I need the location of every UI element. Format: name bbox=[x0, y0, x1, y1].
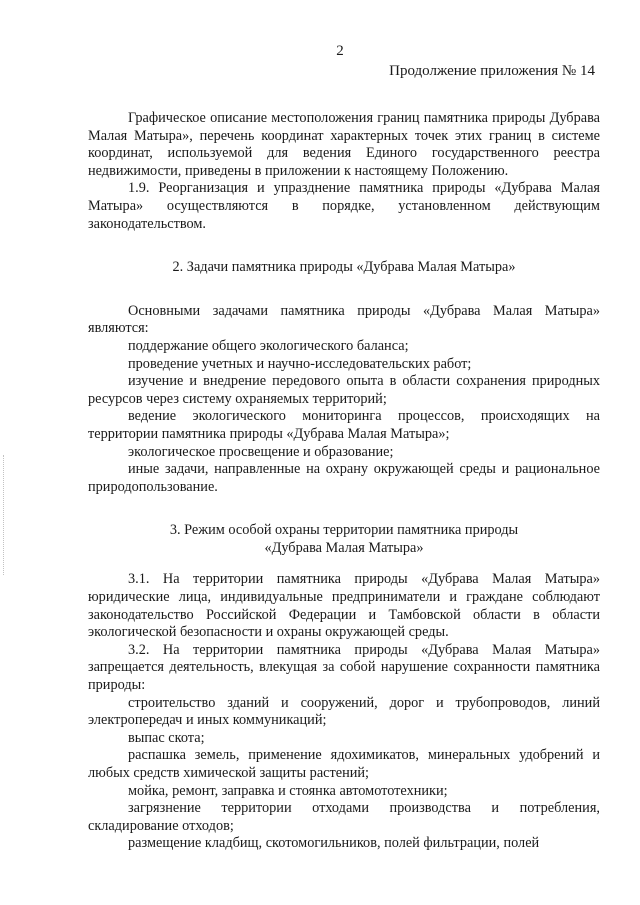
list-item: экологическое просвещение и образование; bbox=[128, 443, 394, 460]
margin-stamp bbox=[3, 455, 10, 575]
section-3-heading-line-2: «Дубрава Малая Матыра» bbox=[264, 539, 424, 556]
list-item: проведение учетных и научно-исследовательских работ; bbox=[128, 355, 472, 372]
paragraph-3-1: 3.1. На территории памятника природы «Дубрава Малая Матыра» юридические лица, индивидуальные предприниматели и граждане соблюдают законодательство Российской Федерации и Тамбовской области в области экологической безопасности и охраны окружающей среды. bbox=[88, 571, 600, 641]
appendix-continuation-label: Продолжение приложения № 14 bbox=[389, 63, 595, 79]
list-item: ведение экологического мониторинга процессов, происходящих на территории памятника природы «Дубрава Малая Матыра»; bbox=[88, 408, 600, 442]
list-item: иные задачи, направленные на охрану окружающей среды и рациональное природопользование. bbox=[88, 461, 600, 495]
page-number: 2 bbox=[336, 43, 344, 59]
document-body bbox=[88, 110, 600, 853]
list-item: загрязнение территории отходами производства и потребления, складирование отходов; bbox=[88, 800, 600, 834]
section-3-heading-line-1: 3. Режим особой охраны территории памятника природы bbox=[169, 522, 519, 539]
paragraph-1-9: 1.9. Реорганизация и упразднение памятника природы «Дубрава Малая Матыра» осуществляются в порядке, установленном действующим законодательством. bbox=[88, 180, 600, 232]
list-item: изучение и внедрение передового опыта в области сохранения природных ресурсов через систему охраняемых территорий; bbox=[88, 373, 600, 407]
list-item: строительство зданий и сооружений, дорог и трубопроводов, линий электропередач и иных коммуникаций; bbox=[88, 694, 600, 729]
list-item: поддержание общего экологического баланса; bbox=[128, 337, 409, 354]
section-2-heading: 2. Задачи памятника природы «Дубрава Малая Матыра» bbox=[172, 259, 516, 276]
list-item: размещение кладбищ, скотомогильников, полей фильтрации, полей bbox=[128, 835, 540, 852]
list-item: распашка земель, применение ядохимикатов, минеральных удобрений и любых средств химической защиты растений; bbox=[88, 747, 600, 781]
list-item: выпас скота; bbox=[128, 729, 205, 746]
paragraph-boundaries-description: Графическое описание местоположения границ памятника природы Дубрава Малая Матыра», перечень координат характерных точек этих границ в системе координат, используемой для ведения Единого государственного реестра недвижимости, приведены в приложении к настоящему Положению. bbox=[88, 110, 600, 179]
section-2-intro: Основными задачами памятника природы «Дубрава Малая Матыра» являются: bbox=[88, 302, 600, 337]
paragraph-3-2: 3.2. На территории памятника природы «Дубрава Малая Матыра» запрещается деятельность, влекущая за собой нарушение сохранности памятника природы: bbox=[88, 641, 600, 694]
list-item: мойка, ремонт, заправка и стоянка автомототехники; bbox=[128, 782, 448, 799]
